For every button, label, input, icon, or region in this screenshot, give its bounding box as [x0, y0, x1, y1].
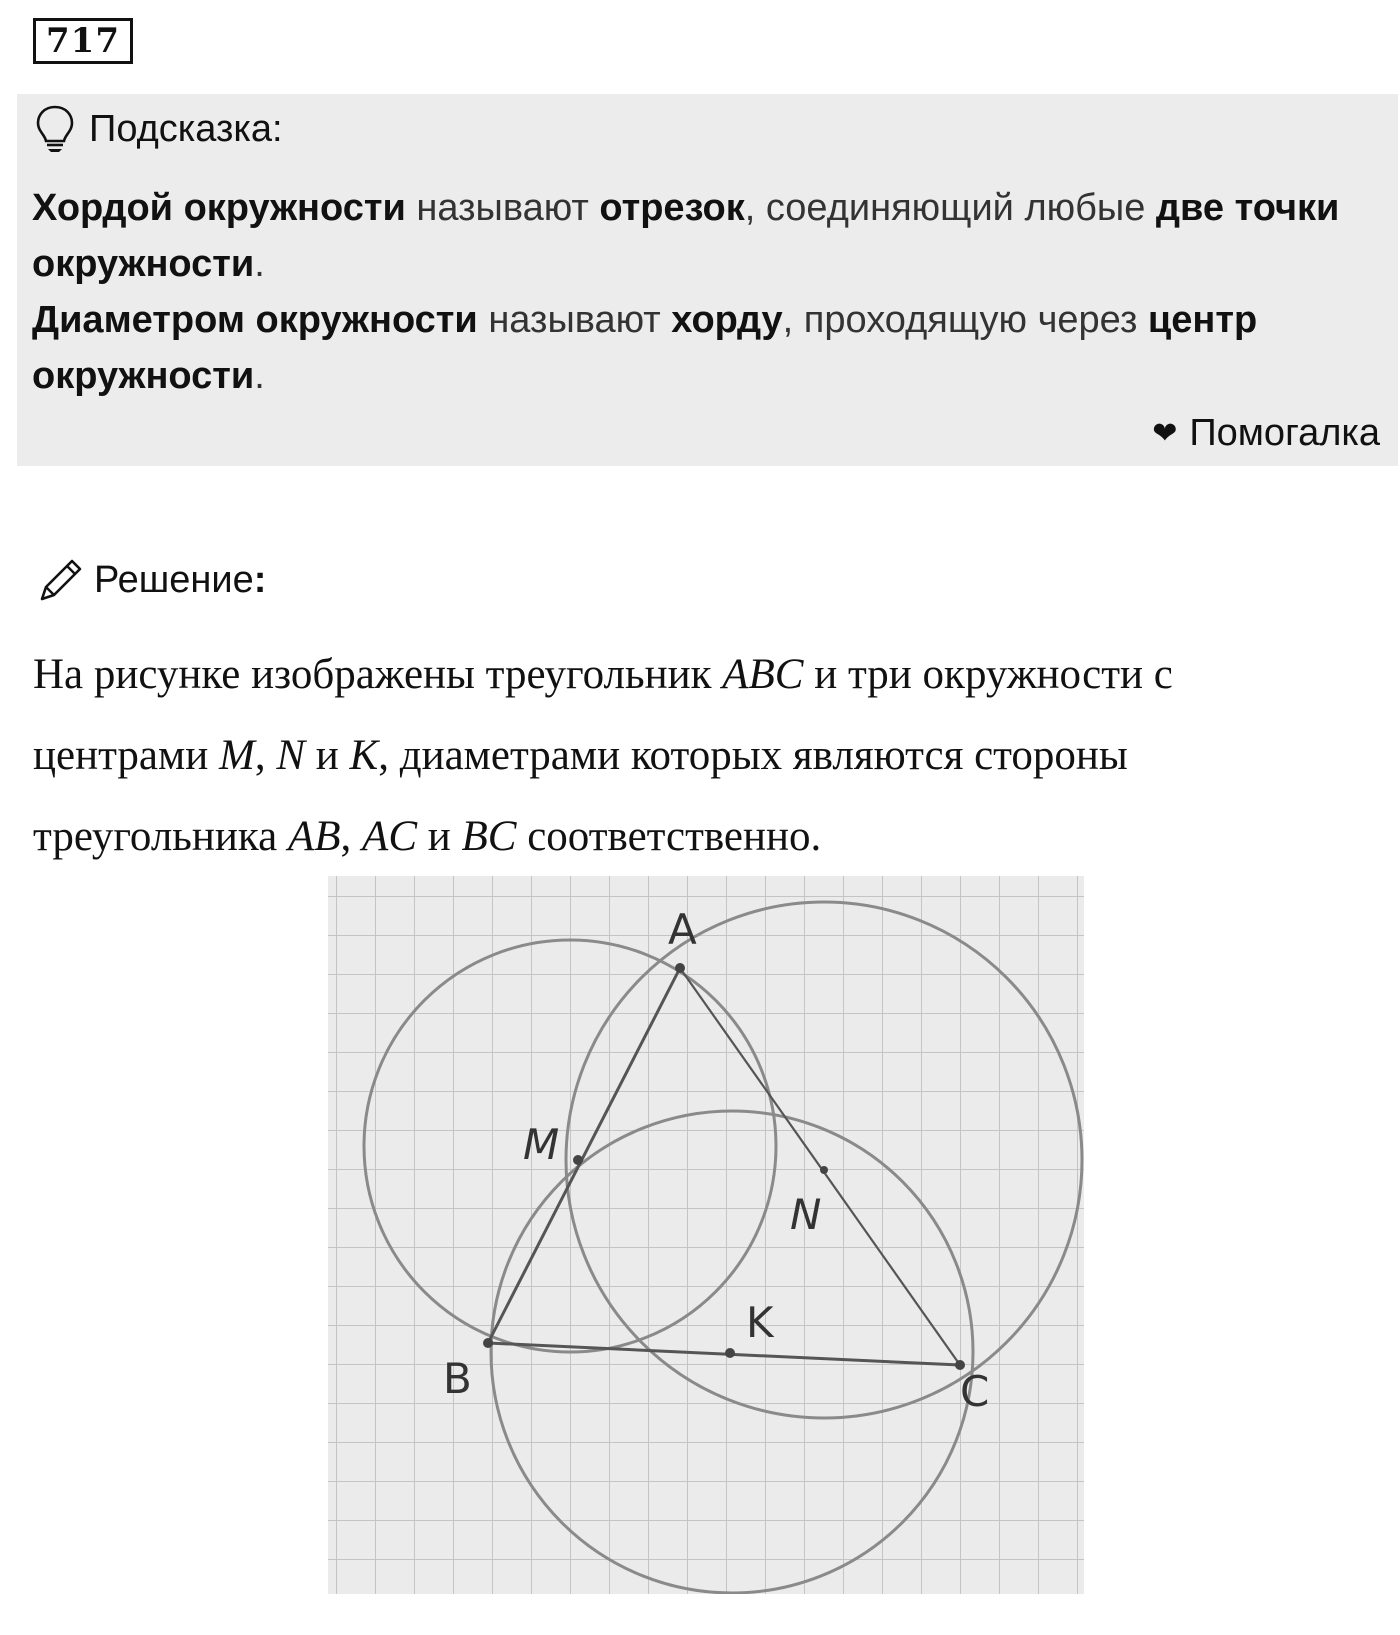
chord-definition: Хордой окружности называют отрезок, соединяющий любые две точки окружности. — [32, 187, 1340, 285]
solution-line-2: центрами M, N и K, диаметрами которых являются стороны — [33, 732, 1128, 779]
solution-line-3: треугольника AB, AC и BC соответственно. — [33, 813, 822, 860]
point-n — [820, 1166, 828, 1174]
hint-credit — [1152, 412, 1380, 455]
hint-box — [17, 94, 1398, 466]
hint-body — [32, 180, 1372, 404]
point-a — [675, 963, 685, 973]
task-number: 717 — [33, 18, 133, 64]
solution-text — [33, 634, 1373, 877]
solution-header — [36, 555, 266, 605]
hint-header — [35, 104, 283, 154]
heart-icon: ❤ — [1152, 417, 1178, 450]
label-m: M — [523, 1120, 560, 1169]
term-chord: Хордой окружности — [32, 187, 406, 229]
label-c: C — [960, 1367, 990, 1416]
label-a: A — [668, 905, 697, 954]
geometry-figure — [328, 876, 1084, 1594]
label-b: B — [443, 1354, 472, 1403]
point-b — [483, 1338, 493, 1348]
lightbulb-icon — [35, 104, 75, 154]
solution-line-1: На рисунке изображены треугольник ABC и три окружности с — [33, 651, 1173, 698]
point-m — [573, 1155, 583, 1165]
label-n: N — [790, 1190, 822, 1239]
diameter-definition: Диаметром окружности называют хорду, проходящую через центр окружности. — [32, 299, 1258, 397]
figure-drawing — [328, 876, 1084, 1594]
label-k: K — [746, 1298, 774, 1347]
term-diameter: Диаметром окружности — [32, 299, 478, 341]
pencil-icon — [36, 555, 86, 605]
solution-title: Решение: — [94, 558, 267, 601]
hint-title: Подсказка: — [89, 107, 283, 150]
credit-label: Помогалка — [1189, 412, 1380, 454]
point-k — [725, 1348, 735, 1358]
